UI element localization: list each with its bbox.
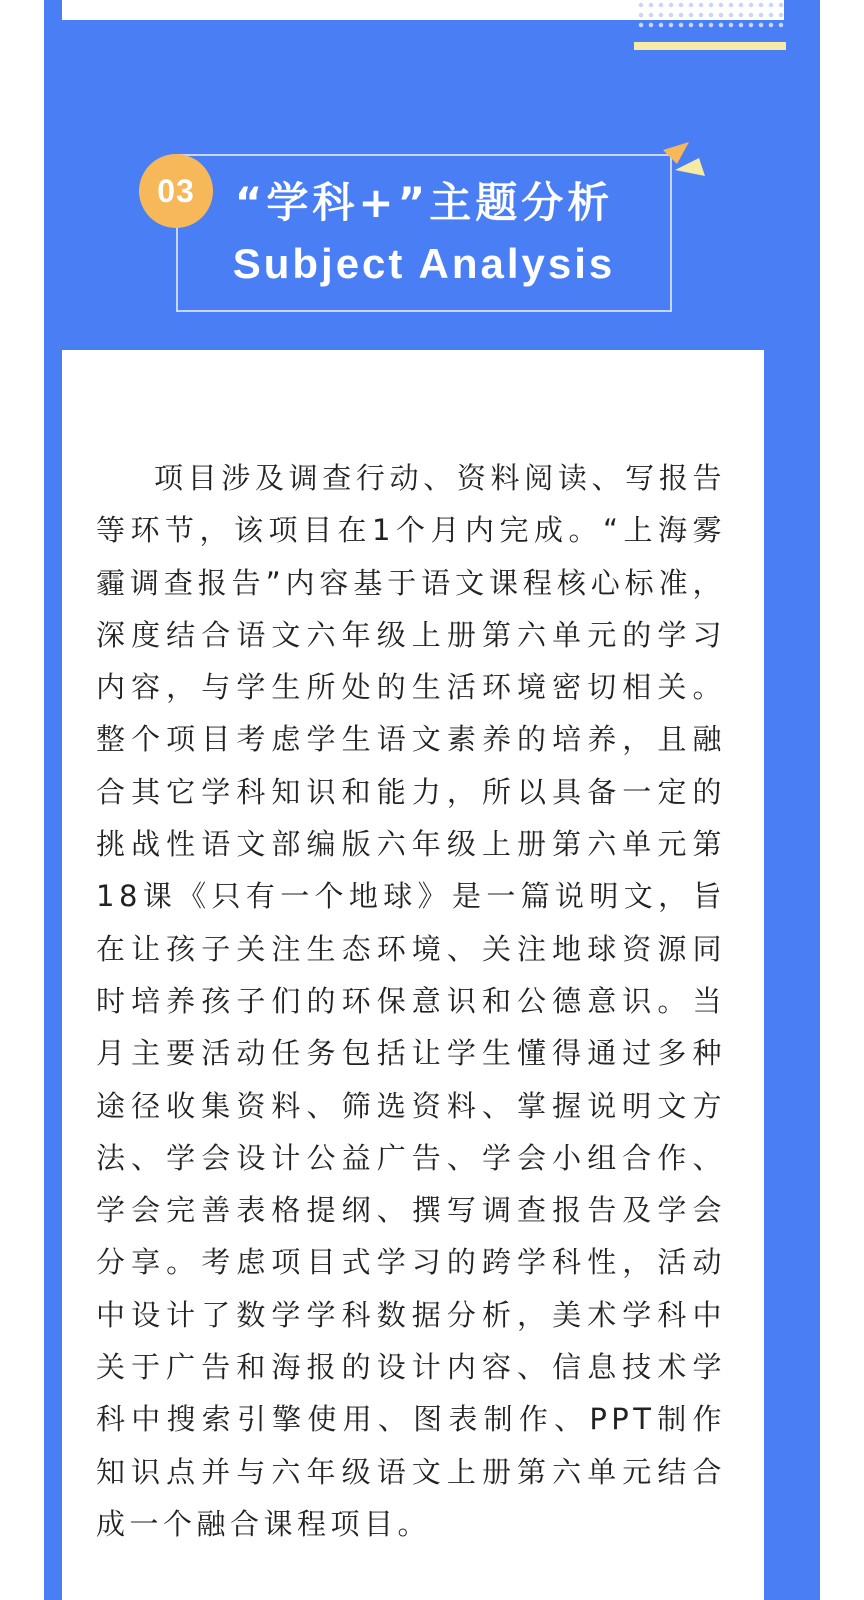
dot-pattern-decoration bbox=[636, 0, 784, 30]
section-number: 03 bbox=[157, 172, 195, 209]
section-title-chinese: “学科+”主题分析 bbox=[234, 178, 614, 227]
section-title-english: Subject Analysis bbox=[232, 240, 616, 287]
yellow-stripe-decoration bbox=[634, 42, 786, 50]
article-paragraph: 项目涉及调查行动、资料阅读、写报告等环节，该项目在1个月内完成。“上海雾霾调查报告”内容基于语文课程核心标准，深度结合语文六年级上册第六单元的学习内容，与学生所处的生活环境密切相关。整个项目考虑学生语文素养的培养，且融合其它学科知识和能力，所以具备一定的挑战性语文部编版六年级上册第六单元第18课《只有一个地球》是一篇说明文，旨在让孩子关注生态环境、关注地球资源同时培养孩子们的环保意识和公德意识。当月主要活动任务包括让学生懂得通过多种途径收集资料、筛选资料、掌握说明文方法、学会设计公益广告、学会小组合作、学会完善表格提纲、撰写调查报告及学会分享。考虑项目式学习的跨学科性，活动中设计了数学学科数据分析，美术学科中关于广告和海报的设计内容、信息技术学科中搜索引擎使用、图表制作、PPT制作知识点并与六年级语文上册第六单元结合成一个融合课程项目。 bbox=[96, 461, 726, 1541]
